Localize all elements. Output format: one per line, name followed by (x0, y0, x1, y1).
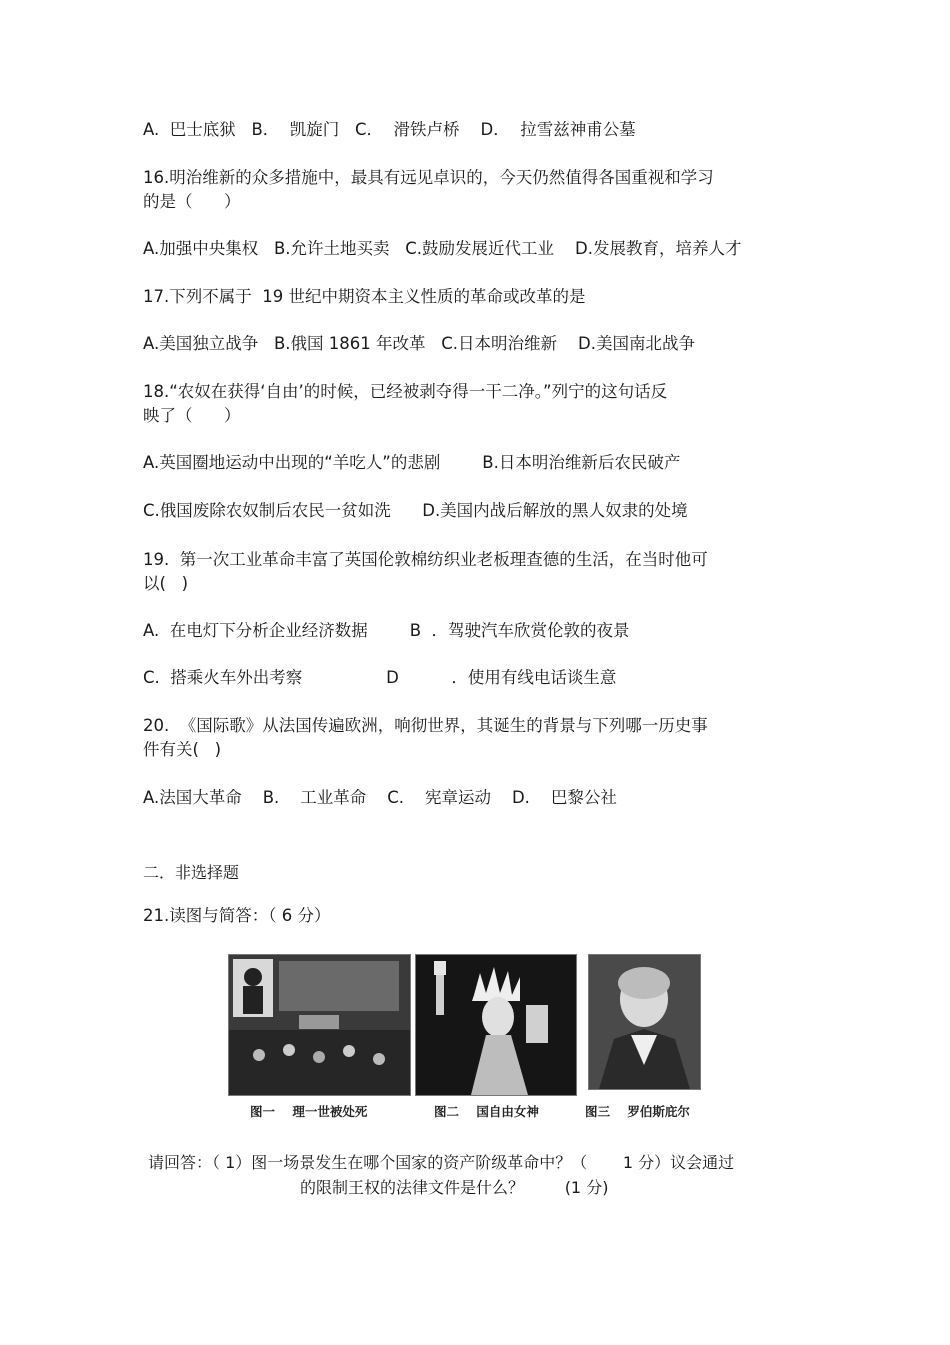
q20-options: A.法国大革命 B. 工业革命 C. 宪章运动 D. 巴黎公社 (143, 788, 617, 807)
q21-answer-line1: 请回答：（ 1）图一场景发生在哪个国家的资产阶级革命中？（ 1 分）议会通过 (148, 1153, 735, 1172)
section-heading-non-choice: 二．非选择题 (143, 863, 240, 882)
q18-options-ab: A.英国圈地运动中出现的“羊吃人”的悲剧 B.日本明治维新后农民破产 (143, 453, 681, 472)
q17-options: A.美国独立战争 B.俄国 1861 年改革 C.日本明治维新 D.美国南北战争 (143, 334, 695, 353)
q20-stem-line1: 20. 《国际歌》从法国传遍欧洲，响彻世界，其诞生的背景与下列哪一历史事 (143, 716, 708, 735)
question-16 (143, 166, 783, 214)
question-20 (143, 714, 783, 762)
figure-1-execution-scene (228, 954, 411, 1096)
q19-stem-line2: 以( ) (143, 574, 189, 593)
q18-options-cd: C.俄国废除农奴制后农民一贫如洗 D.美国内战后解放的黑人奴隶的处境 (143, 501, 688, 520)
figure-3-robespierre-portrait (588, 954, 701, 1090)
q21-stem: 21.读图与简答：（ 6 分） (143, 906, 331, 925)
question-19 (143, 548, 783, 596)
q18-stem-line1: 18.“农奴在获得‘自由’的时候，已经被剥夺得一干二净。”列宁的这句话反 (143, 382, 668, 401)
q19-options-cd: C. 搭乘火车外出考察 D ．使用有线电话谈生意 (143, 668, 617, 687)
figure-1-caption: 图一 理一世被处死 (250, 1104, 368, 1119)
q18-stem-line2: 映了（ ） (143, 406, 241, 425)
q21-answer-prompt (148, 1150, 734, 1200)
question-18 (143, 380, 783, 428)
q21-answer-line2: 的限制王权的法律文件是什么？ (1 分) (300, 1178, 609, 1197)
q16-stem-line2: 的是（ ） (143, 192, 241, 211)
figure-3-caption: 图三 罗伯斯庇尔 (585, 1104, 690, 1119)
q16-stem-line1: 16.明治维新的众多措施中，最具有远见卓识的，今天仍然值得各国重视和学习 (143, 168, 714, 187)
q19-stem-line1: 19. 第一次工业革命丰富了英国伦敦棉纺织业老板理查德的生活，在当时他可 (143, 550, 708, 569)
figure-2-caption: 图二 国自由女神 (434, 1104, 539, 1119)
q20-stem-line2: 件有关( ) (143, 740, 222, 759)
q16-options: A.加强中央集权 B.允许土地买卖 C.鼓励发展近代工业 D.发展教育，培养人才 (143, 239, 742, 258)
figure-2-statue-of-liberty (415, 954, 577, 1096)
q15-options: A. 巴士底狱 B． 凯旋门 C． 滑铁卢桥 D． 拉雪兹神甫公墓 (143, 120, 636, 139)
q21-figures (228, 954, 708, 1124)
q19-options-ab: A. 在电灯下分析企业经济数据 B ．驾驶汽车欣赏伦敦的夜景 (143, 621, 630, 640)
q17-stem: 17.下列不属于 19 世纪中期资本主义性质的革命或改革的是 (143, 287, 586, 306)
